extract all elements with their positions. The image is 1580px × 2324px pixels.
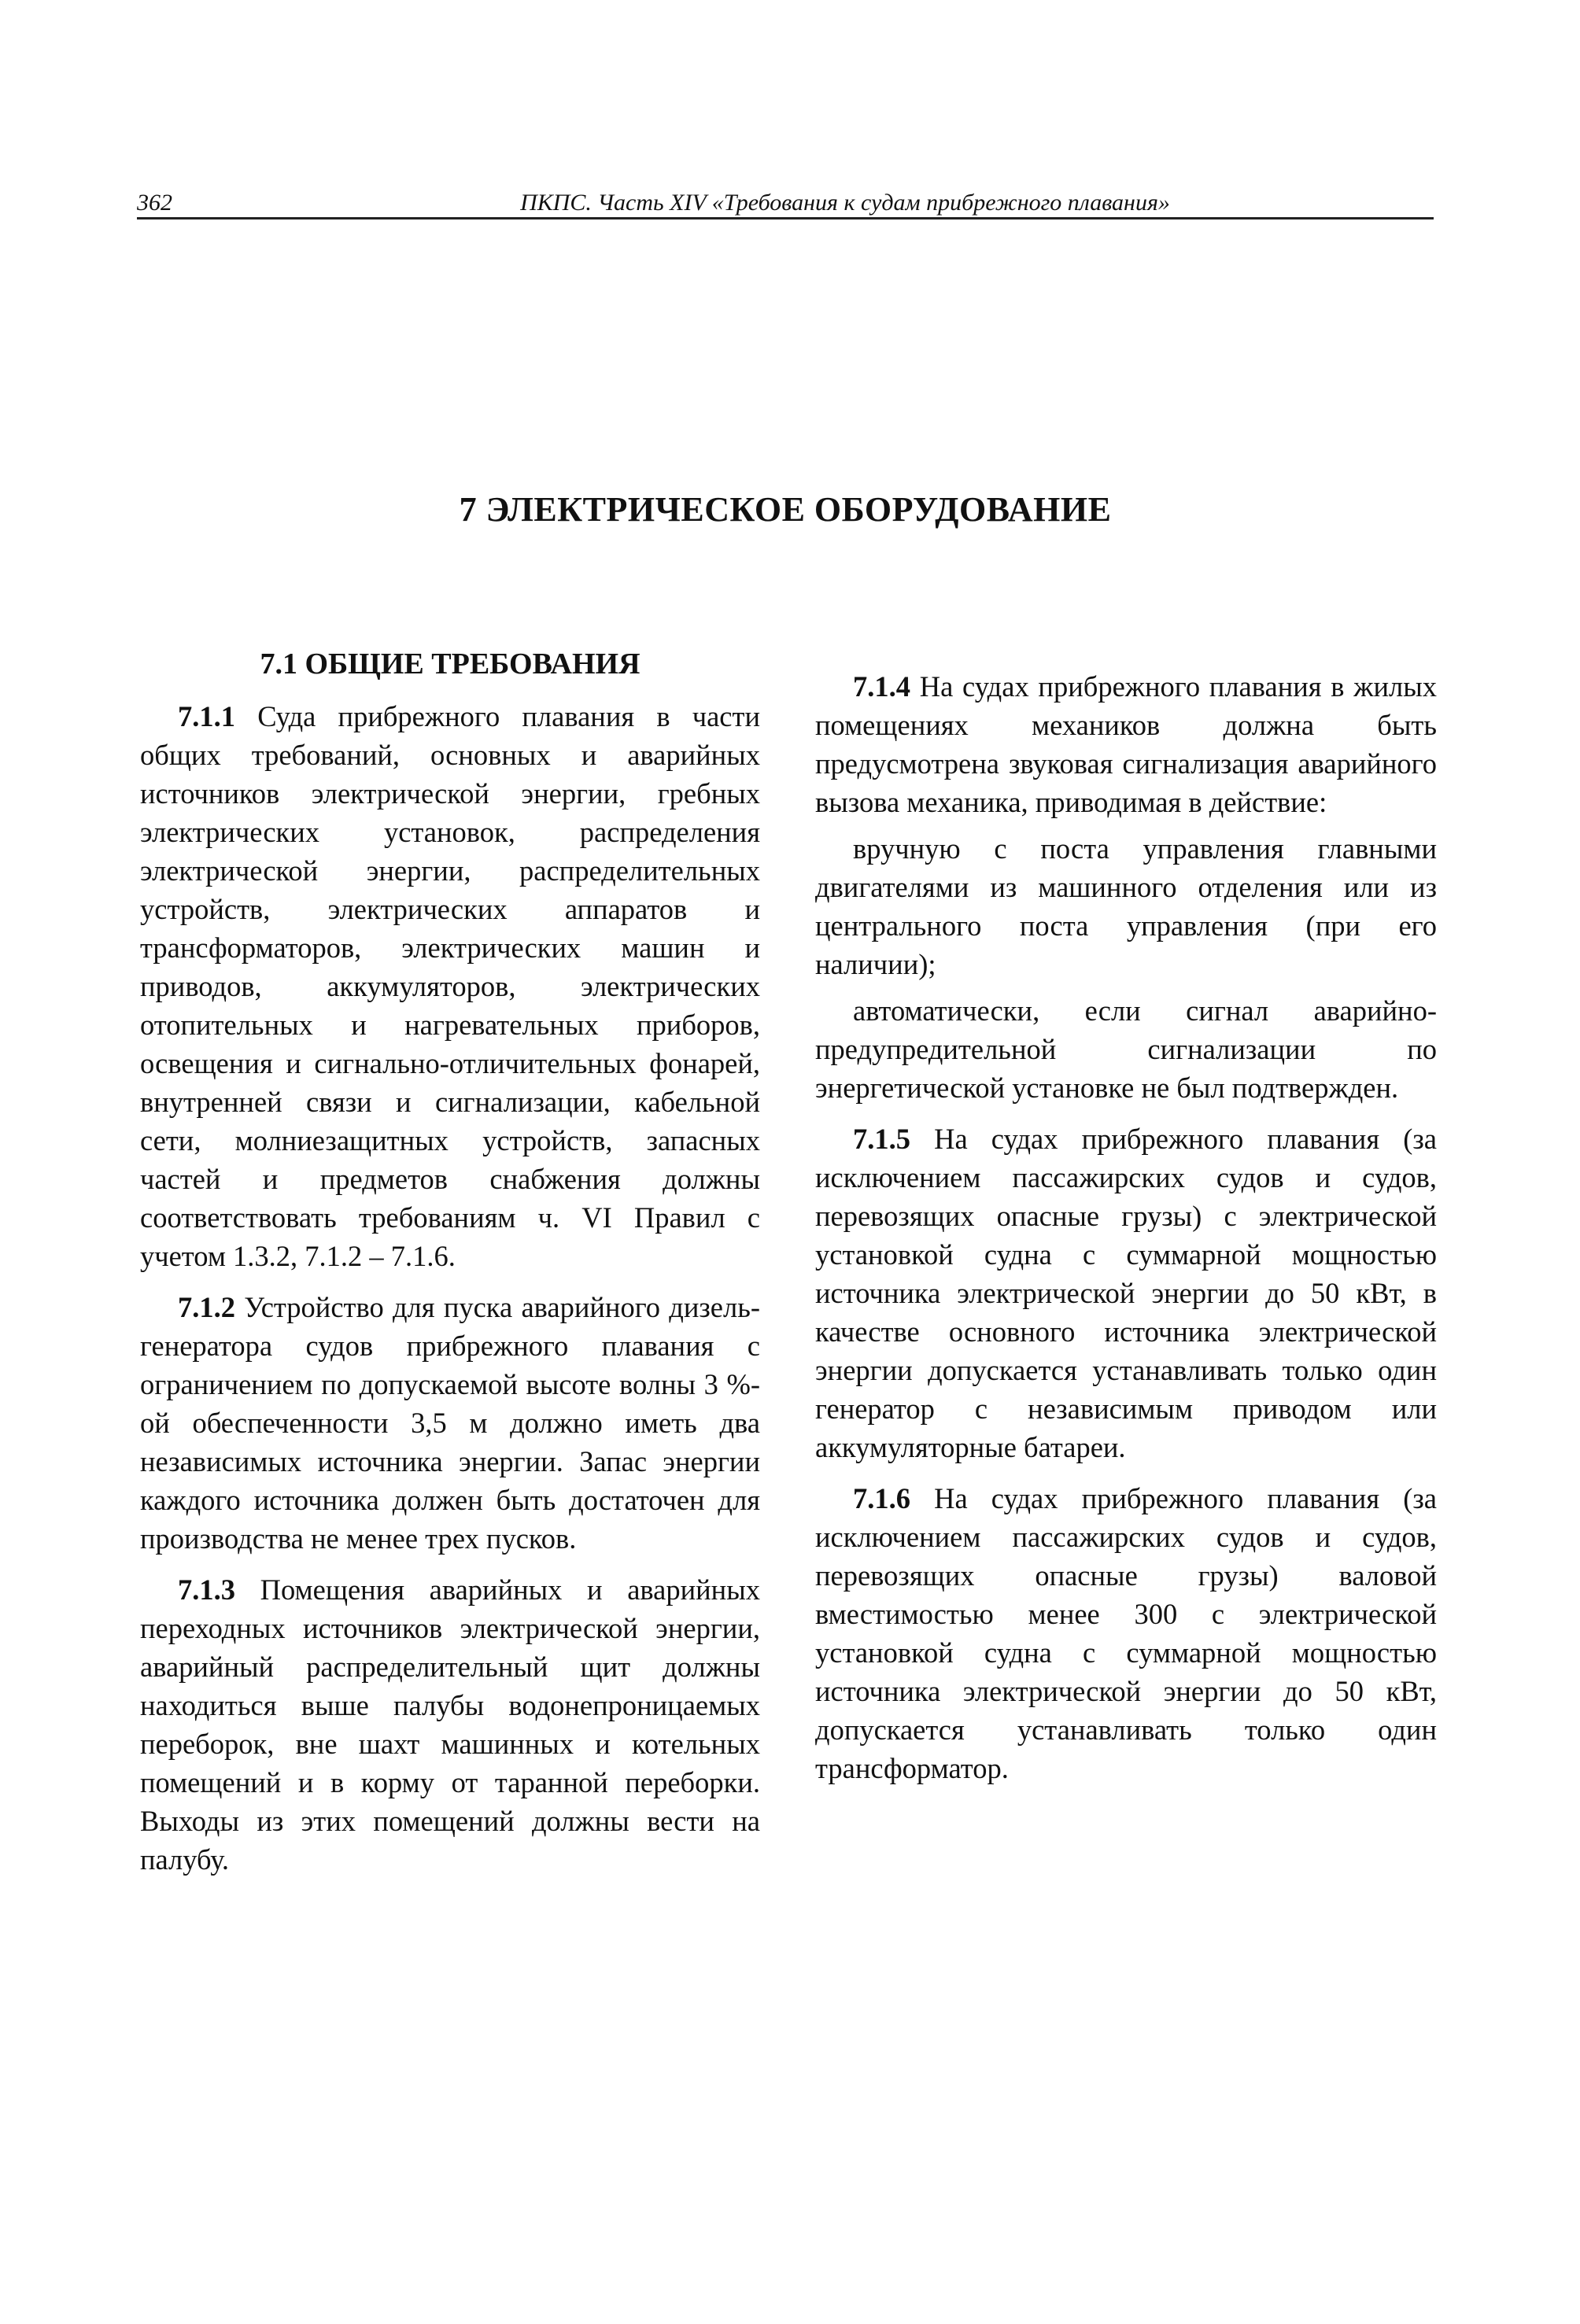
- paragraph-number: 7.1.2: [178, 1291, 235, 1323]
- paragraph-number: 7.1.1: [178, 700, 235, 732]
- paragraph-number: 7.1.6: [853, 1482, 910, 1514]
- paragraph-text: Устройство для пуска аварийного дизель-генератора судов прибрежного плавания с ограничением по допускаемой высоте волны 3 %-ой обеспеченности 3,5 м должно иметь два независимых источника энергии. Запас энергии каждого источника должен быть достаточен для производства не менее трех пусков.: [140, 1291, 760, 1555]
- paragraph-7-1-2: [140, 1288, 760, 1558]
- chapter-title: 7 ЭЛЕКТРИЧЕСКОЕ ОБОРУДОВАНИЕ: [459, 490, 1112, 529]
- header-rule: [137, 217, 1434, 219]
- paragraph-text: На судах прибрежного плавания в жилых помещениях механиков должна быть предусмотрена звуковая сигнализация аварийного вызова механика, приводимая в действие:: [815, 670, 1437, 818]
- paragraph-text: На судах прибрежного плавания (за исключением пассажирских судов и судов, перевозящих опасные грузы) с электрической установкой судна с суммарной мощностью источника электрической энергии до 50 кВт, в качестве основного источника электрической энергии допускается устанавливать только один генератор с независимым приводом или аккумуляторные батареи.: [815, 1123, 1437, 1463]
- running-title: ПКПС. Часть XIV «Требования к судам прибрежного плавания»: [520, 190, 1170, 216]
- running-header: [137, 187, 1434, 219]
- right-column: [815, 667, 1437, 1800]
- paragraph-text: На судах прибрежного плавания (за исключением пассажирских судов и судов, перевозящих опасные грузы) валовой вместимостью менее 300 с электрической установкой судна с суммарной мощностью источника электрической энергии до 50 кВт, допускается устанавливать только один трансформатор.: [815, 1482, 1437, 1784]
- section-heading: 7.1 ОБЩИЕ ТРЕБОВАНИЯ: [260, 647, 640, 681]
- paragraph-number: 7.1.3: [178, 1573, 235, 1606]
- paragraph-7-1-6: [815, 1479, 1437, 1787]
- paragraph-number: 7.1.5: [853, 1123, 910, 1155]
- paragraph-7-1-1: [140, 697, 760, 1275]
- left-column: [140, 644, 760, 1891]
- paragraph-7-1-4-item-1: вручную с поста управления главными двигателями из машинного отделения или из центрального поста управления (при его наличии);: [815, 832, 1437, 980]
- page-number: 362: [137, 190, 172, 216]
- paragraph-text: Суда прибрежного плавания в части общих требований, основных и аварийных источников электрической энергии, гребных электрических установок, распределения электрической энергии, распределительных устройств, электрических аппаратов и трансформаторов, электрических машин и приводов, аккумуляторов, электрических отопительных и нагревательных приборов, освещения и сигнально-отличительных фонарей, внутренней связи и сигнализации, кабельной сети, молниезащитных устройств, запасных частей и предметов снабжения должны соответствовать требованиям ч. VI Правил с учетом 1.3.2, 7.1.2 – 7.1.6.: [140, 700, 760, 1272]
- paragraph-7-1-5: [815, 1120, 1437, 1466]
- paragraph-7-1-3: [140, 1570, 760, 1879]
- paragraph-number: 7.1.4: [853, 670, 910, 703]
- paragraph-text: Помещения аварийных и аварийных переходных источников электрической энергии, аварийный распределительный щит должны находиться выше палубы водонепроницаемых переборок, вне шахт машинных и котельных помещений и в корму от таранной переборки. Выходы из этих помещений должны вести на палубу.: [140, 1573, 760, 1876]
- paragraph-7-1-4: [815, 667, 1437, 821]
- paragraph-7-1-4-item-2: автоматически, если сигнал аварийно-предупредительной сигнализации по энергетической установке не был подтвержден.: [815, 994, 1437, 1104]
